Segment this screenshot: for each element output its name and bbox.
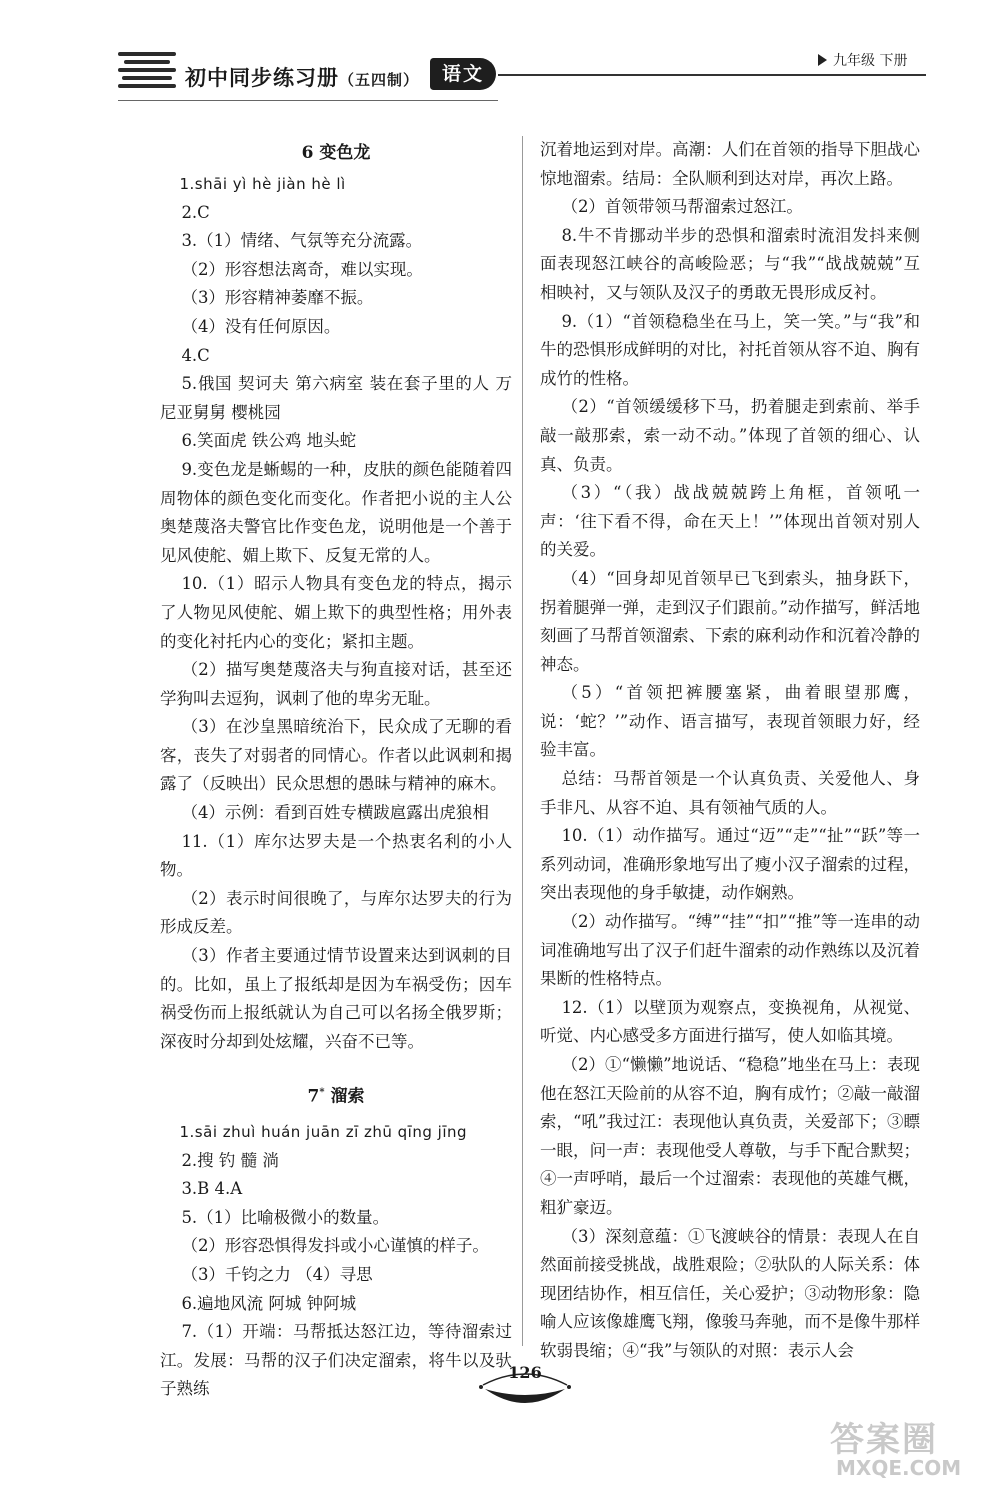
watermark-url: MXQE.COM [836, 1456, 962, 1480]
zipline-answer-9-5: （5）“首领把裤腰塞紧，曲着眼望那鹰，说：‘蛇？’”动作、语言描写，表现首领眼力好，经验丰富。 [540, 683, 920, 760]
answer-3-3: （3）形容精神萎靡不振。 [181, 288, 374, 308]
zipline-answer-10-2: （2）动作描写。“缚”“挂”“扣”“推”等一连串的动词准确地写出了汉子们赶牛溜索的动作熟练以及沉着果断的性格特点。 [540, 912, 920, 989]
left-column [160, 136, 512, 1404]
grade-text: 九年级 下册 [833, 53, 908, 69]
zipline-answer-9-3: （3）“（我）战战兢兢跨上角框，首领吼一声：‘往下看不得，命在天上！’”体现出首领对别人的关爱。 [540, 483, 920, 560]
header-rule [498, 74, 926, 76]
watermark [830, 1412, 990, 1482]
answer-10-1: 10.（1）昭示人物具有变色龙的特点，揭示了人物见风使舵、媚上欺下的典型性格；用外表的变化衬托内心的变化；紧扣主题。 [160, 574, 512, 651]
answer-3-2: （2）形容想法离奇，难以实现。 [181, 259, 423, 279]
answer-10-4: （4）示例：看到百姓专横跋扈露出虎狼相 [181, 803, 489, 823]
zipline-answer-5-1: 5.（1）比喻极微小的数量。 [181, 1207, 390, 1227]
answer-1: 1.shāi yì hè jiàn hè lì [179, 175, 346, 193]
zipline-answer-5-2: （2）形容恐惧得发抖或小心谨慎的样子。 [181, 1236, 489, 1256]
answer-3-1: 3.（1）情绪、气氛等充分流露。 [181, 231, 423, 251]
answer-11-2: （2）表示时间很晚了，与库尔达罗夫的行为形成反差。 [160, 888, 512, 937]
book-title [185, 62, 419, 92]
zipline-answer-1: 1.sāi zhuì huán juān zī zhū qīng jīng [179, 1123, 468, 1142]
subject-badge: 语文 [430, 58, 496, 90]
answer-5: 5.俄国 契诃夫 第六病室 装在套子里的人 万尼亚舅舅 樱桃园 [160, 374, 512, 422]
column-divider [522, 136, 523, 1346]
answer-10-2: （2）描写奥楚蔑洛夫与狗直接对话，甚至还学狗叫去逗狗，讽刺了他的卑劣无耻。 [160, 660, 512, 708]
section-number: 7 [307, 1087, 320, 1108]
answer-9: 9.变色龙是蜥蜴的一种，皮肤的颜色能随着四周物体的颜色变化而变化。作者把小说的主人公奥楚蔑洛夫警官比作变色龙，说明他是一个善于见风使舵、媚上欺下、反复无常的人。 [160, 459, 512, 565]
answer-3-4: （4）没有任何原因。 [181, 316, 341, 336]
answer-4: 4.C [181, 345, 210, 365]
answer-10-3: （3）在沙皇黑暗统治下，民众成了无聊的看客，丧失了对弱者的同情心。作者以此讽刺和揭露了（反映出）民众思想的愚昧与精神的麻木。 [160, 717, 512, 794]
page-number-badge [475, 1355, 575, 1411]
section-name: 溜索 [330, 1087, 365, 1108]
grade-label [818, 50, 907, 70]
answer-6: 6.笑面虎 铁公鸡 地头蛇 [181, 431, 357, 451]
zipline-answer-10-1: 10.（1）动作描写。通过“迈”“走”“扯”“跃”等一系列动词，准确形象地写出了瘦小汉子溜索的过程，突出表现他的身手敏捷，动作娴熟。 [540, 826, 920, 903]
zipline-answer-9-summary: 总结：马帮首领是一个认真负责、关爱他人、身手非凡、从容不迫、具有领袖气质的人。 [540, 769, 920, 817]
page-number: 126 [508, 1363, 542, 1382]
zipline-answer-12-1: 12.（1）以壁顶为观察点，变换视角，从视觉、听觉、内心感受多方面进行描写，使人如临其境。 [540, 997, 920, 1046]
zipline-answer-9-2: （2）“首领缓缓移下马，扔着腿走到索前、举手敲一敲那索，索一动不动。”体现了首领的细心、认真、负责。 [540, 397, 920, 474]
section-title-zipline [160, 1076, 512, 1114]
zipline-answer-8: 8.牛不肯挪动半步的恐惧和溜索时流泪发抖来侧面表现怒江峡谷的高峻险恶；与“我”“战战兢兢”互相映衬，又与领队及汉子的勇敢无畏形成反衬。 [540, 225, 920, 302]
right-column [540, 136, 920, 1366]
zipline-answer-7-2: （2）首领带领马帮溜索过怒江。 [561, 197, 803, 217]
book-title-main: 初中同步练习册 [185, 65, 339, 90]
answer-11-1: 11.（1）库尔达罗夫是一个热衷名利的小人物。 [160, 831, 512, 880]
answer-11-3: （3）作者主要通过情节设置来达到讽刺的目的。比如，虽上了报纸却是因为车祸受伤；因车祸受伤而上报纸就认为自己可以名扬全俄罗斯；深夜时分却到处炫耀，兴奋不已等。 [160, 946, 512, 1051]
header-rule-lower [118, 100, 498, 101]
optional-star-marker: * [319, 1087, 325, 1099]
zipline-answer-9-1: 9.（1）“首领稳稳坐在马上，笑一笑。”与“我”和牛的恐惧形成鲜明的对比，衬托首领从容不迫、胸有成竹的性格。 [540, 311, 920, 388]
zipline-answer-2: 2.搜 钓 髓 淌 [181, 1150, 279, 1170]
zipline-answer-7: 7.（1）开端：马帮抵达怒江边，等待溜索过江。发展：马帮的汉子们决定溜索，将牛以及驮子熟练 [160, 1322, 512, 1399]
zipline-answer-9-4: （4）“回身却见首领早已飞到索头，抽身跃下，拐着腿弹一弹，走到汉子们跟前。”动作描写，鲜活地刻画了马帮首领溜索、下索的麻利动作和沉着冷静的神态。 [540, 568, 920, 674]
triangle-marker-icon [818, 54, 827, 66]
section-title-chameleon: 6 变色龙 [301, 143, 371, 163]
zipline-answer-12-3: （3）深刻意蕴：①飞渡峡谷的情景：表现人在自然面前接受挑战，战胜艰险；②驮队的人际关系：体现团结协作，相互信任，关心爱护；③动物形象：隐喻人应该像雄鹰飞翔，像骏马奔驰，而不是像牛那样软弱畏缩；④“我”与领队的对照：表示人会 [540, 1226, 920, 1360]
zipline-answer-7-cont: 沉着地运到对岸。高潮：人们在首领的指导下胆战心惊地溜索。结局：全队顺利到达对岸，再次上路。 [540, 140, 920, 188]
book-logo-icon [118, 52, 176, 96]
zipline-answer-12-2: （2）①“懒懒”地说话、“稳稳”地坐在马上：表现他在怒江天险前的从容不迫，胸有成竹；②敲一敲溜索，“吼”我过江：表现他认真负责，关爱部下；③瞟一眼，问一声：表现他受人尊敬，与手下配合默契；④一声呼哨，最后一个过溜索：表现他的英雄气概，粗犷豪迈。 [540, 1055, 920, 1217]
zipline-answer-3-4: 3.B 4.A [181, 1179, 243, 1199]
page-header [0, 0, 1000, 110]
zipline-answer-5-3: （3）千钧之力 （4）寻思 [181, 1265, 373, 1285]
zipline-answer-6: 6.遍地风流 阿城 钟阿城 [181, 1293, 357, 1313]
watermark-logo: 答案圈 [830, 1420, 938, 1460]
answer-2: 2.C [181, 202, 210, 222]
book-title-edition: （五四制） [339, 71, 420, 89]
